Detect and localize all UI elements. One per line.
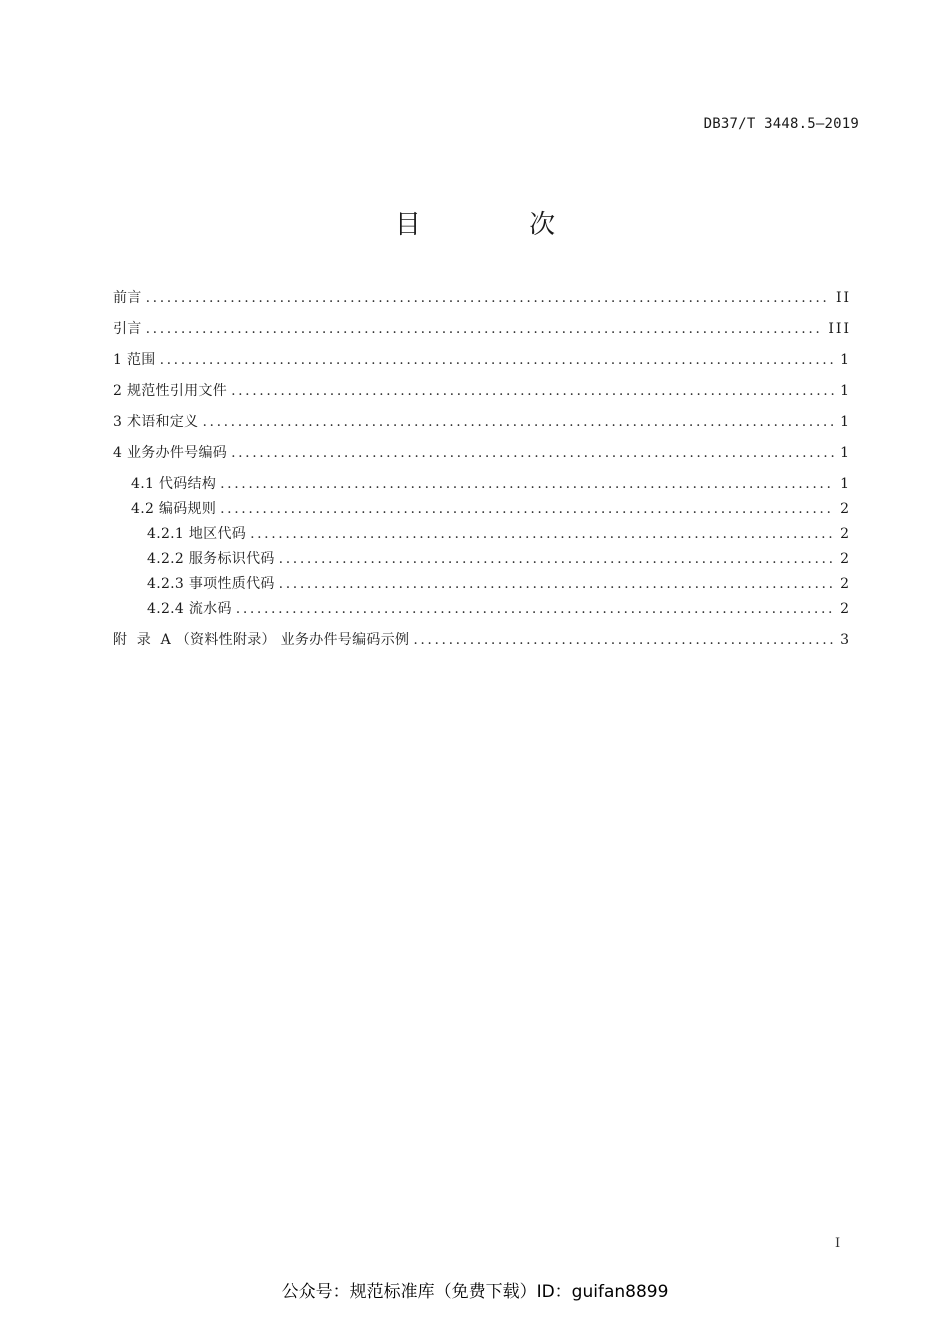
toc-entry-business-case-coding[interactable] — [113, 443, 851, 463]
dot-leader — [160, 350, 835, 370]
toc-entry-label: 4.2.3 事项性质代码 — [147, 576, 275, 592]
toc-entry-label: 1 范围 — [113, 352, 156, 368]
dot-leader — [220, 474, 834, 494]
toc-entry-terms-definitions[interactable] — [113, 412, 851, 432]
toc-entry-label: 附 录 A （资料性附录） 业务办件号编码示例 — [113, 632, 410, 648]
toc-entry-label: 4.2.2 服务标识代码 — [147, 551, 275, 567]
dot-leader — [279, 574, 834, 594]
toc-entry-page: 2 — [840, 526, 851, 542]
toc-entry-page: 2 — [840, 501, 851, 517]
toc-entry-label: 4.1 代码结构 — [131, 476, 217, 492]
dot-leader — [146, 288, 830, 308]
toc-entry-normative-references[interactable] — [113, 381, 851, 401]
page-title: 目 次 — [394, 210, 606, 240]
toc-entry-page: 2 — [840, 551, 851, 567]
toc-entry-coding-rules[interactable] — [131, 499, 851, 519]
toc-entry-scope[interactable] — [113, 350, 851, 370]
toc-entry-page: III — [828, 321, 851, 337]
toc-entry-label: 3 术语和定义 — [113, 414, 199, 430]
dot-leader — [231, 381, 834, 401]
dot-leader — [231, 443, 834, 463]
toc-entry-page: 1 — [840, 352, 851, 368]
toc-entry-label: 4.2.4 流水码 — [147, 601, 232, 617]
toc-entry-label: 4 业务办件号编码 — [113, 445, 228, 461]
toc-entry-region-code[interactable] — [147, 524, 851, 544]
toc-entry-page: 2 — [840, 576, 851, 592]
toc-entry-introduction[interactable] — [113, 319, 851, 339]
watermark-text: 公众号：规范标准库（免费下载）ID：guifan8899 — [281, 1282, 669, 1302]
toc-entry-appendix-a[interactable] — [113, 630, 851, 650]
dot-leader — [250, 524, 834, 544]
toc-entry-page: 1 — [840, 476, 851, 492]
toc-entry-page: 1 — [840, 383, 851, 399]
toc-entry-page: 1 — [840, 445, 851, 461]
dot-leader — [202, 412, 834, 432]
standard-code: DB37/T 3448.5—2019 — [703, 116, 859, 132]
toc-entry-page: 1 — [840, 414, 851, 430]
toc-entry-label: 引言 — [113, 321, 142, 337]
toc-entry-code-structure[interactable] — [131, 474, 851, 494]
toc-entry-page: II — [835, 290, 851, 306]
toc-entry-page: 3 — [840, 632, 851, 648]
toc-entry-label: 4.2 编码规则 — [131, 501, 217, 517]
dot-leader — [146, 319, 823, 339]
toc-entry-serial-code[interactable] — [147, 599, 851, 619]
toc-entry-label: 2 规范性引用文件 — [113, 383, 228, 399]
dot-leader — [220, 499, 834, 519]
toc-entry-label: 4.2.1 地区代码 — [147, 526, 247, 542]
toc-entry-foreword[interactable] — [113, 288, 851, 308]
toc-entry-page: 2 — [840, 601, 851, 617]
toc-entry-service-id-code[interactable] — [147, 549, 851, 569]
dot-leader — [236, 599, 834, 619]
dot-leader — [413, 630, 834, 650]
toc-entry-label: 前言 — [113, 290, 142, 306]
page-number: I — [835, 1236, 841, 1251]
dot-leader — [279, 549, 834, 569]
toc-entry-item-nature-code[interactable] — [147, 574, 851, 594]
